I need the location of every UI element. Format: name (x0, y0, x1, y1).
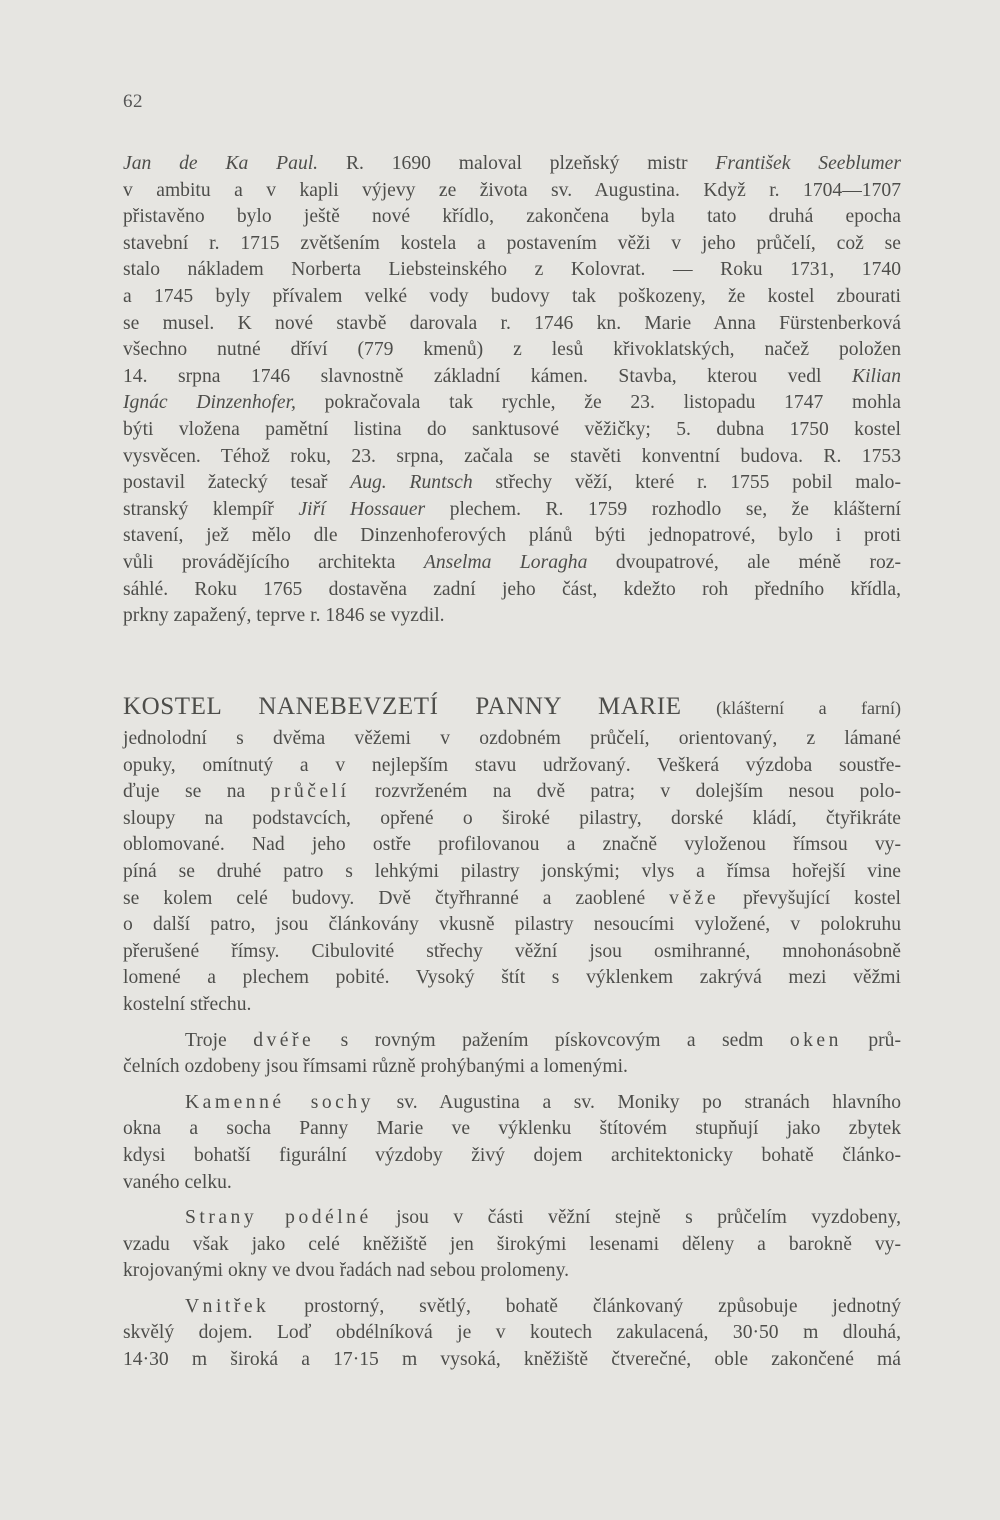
text-line: vzadu však jako celé kněžiště jen širokými lesenami děleny a barokně vy- (123, 1233, 901, 1255)
text-line: stalo nákladem Norberta Liebsteinského z Kolovrat. — Roku 1731, 1740 (123, 259, 901, 281)
text-line: prkny zapažený, teprve r. 1846 se vyzdil. (123, 605, 445, 627)
text-line: lomené a plechem pobité. Vysoký štít s výklenkem zakrývá mezi věžmi (123, 967, 901, 989)
text-line: krojovanými okny ve dvou řadách nad sebou prolomeny. (123, 1260, 570, 1282)
text-line: o další patro, jsou článkovány vkusně pilastry nesoucími vyložené, v polokruhu (123, 914, 901, 936)
text-line: se musel. K nové stavbě darovala r. 1746 kn. Marie Anna Fürstenberková (123, 312, 901, 334)
text-line: 14. srpna 1746 slavnostně základní kámen. Stavba, kterou vedl Kilian (123, 365, 901, 387)
text-line: Jan de Ka Paul. R. 1690 maloval plzeňský mistr František Seeblumer (123, 153, 901, 174)
text-line: stavební r. 1715 zvětšením kostela a postavením věži v jeho průčelí, což se (123, 232, 901, 254)
text-line: Ignác Dinzenhofer, pokračovala tak rychle, že 23. listopadu 1747 mohla (123, 392, 902, 414)
text-line: Vnitřek prostorný, světlý, bohatě článkovaný způsobuje jednotný (185, 1295, 901, 1317)
text-line: všechno nutné dříví (779 kmenů) z lesů křivoklatských, načež položen (123, 339, 901, 361)
text-line: skvělý dojem. Loď obdélníková je v koutech zakulacená, 30·50 m dlouhá, (123, 1322, 901, 1344)
history-paragraph (123, 151, 901, 630)
section-heading: KOSTEL NANEBEVZETÍ PANNY MARIE (klášterní a farní) (123, 693, 902, 720)
text-line: postavil žatecký tesař Aug. Runtsch střechy věží, které r. 1755 pobil malo- (123, 472, 901, 494)
text-line: kostelní střechu. (123, 993, 252, 1015)
text-line: okna a socha Panny Marie ve výklenku štítovém stupňují jako zbytek (123, 1118, 901, 1140)
text-line: jednolodní s dvěma věžemi v ozdobném průčelí, orientovaný, z lámané (123, 728, 901, 749)
text-line: býti vložena pamětní listina do sanktusové věžičky; 5. dubna 1750 kostel (123, 418, 901, 440)
text-line: přistavěno bylo ještě nové křídlo, zakončena byla tato druhá epocha (123, 206, 901, 228)
text-line: oblomované. Nad jeho ostře profilovanou a značně vyloženou římsou vy- (123, 834, 901, 856)
text-line: přerušené římsy. Cibulovité střechy věžní jsou osmihranné, mnohonásobně (123, 940, 901, 962)
text-line: v ambitu a v kapli výjevy ze života sv. Augustina. Když r. 1704—1707 (123, 179, 901, 201)
text-line: opuky, omítnutý a v nejlepším stavu udržovaný. Veškerá výzdoba soustře- (123, 754, 901, 776)
text-line: vůli provádějícího architekta Anselma Loragha dvoupatrové, ale méně roz- (123, 551, 902, 573)
text-line: a 1745 byly přívalem velké vody budovy tak poškozeny, že kostel zbourati (123, 285, 901, 307)
text-line: sáhlé. Roku 1765 dostavěna zadní jeho část, kdežto roh předního křídla, (123, 578, 901, 600)
text-line: kdysi bohatší figurální výzdoby živý dojem architektonicky bohatě článko- (123, 1144, 901, 1166)
text-line: ďuje se na průčelí rozvrženém na dvě patra; v dolejším nesou polo- (123, 781, 901, 803)
church-section (123, 694, 901, 1374)
text-line: sloupy na podstavcích, opřené o široké pilastry, dorské kládí, čtyřikráte (123, 807, 901, 829)
page-number: 62 (123, 91, 143, 112)
text-line: píná se druhé patro s lehkými pilastry jonskými; vlys a římsa hořejší vine (123, 860, 901, 882)
text-line: čelních ozdobeny jsou římsami různě prohýbanými a lomenými. (123, 1056, 628, 1078)
text-line: Strany podélné jsou v části věžní stejně s průčelím vyzdobeny, (185, 1207, 901, 1229)
text-line: Kamenné sochy sv. Augustina a sv. Moniky po stranách hlavního (185, 1091, 901, 1113)
text-line: se kolem celé budovy. Dvě čtyřhranné a zaoblené věže převyšující kostel (123, 887, 901, 909)
text-line: Troje dvéře s rovným pažením pískovcovým a sedm oken prů- (185, 1029, 901, 1051)
text-line: stavení, jež mělo dle Dinzenhoferových plánů býti jednopatrové, bylo i proti (123, 525, 901, 547)
text-line: vysvěcen. Téhož roku, 23. srpna, začala se stavěti konventní budova. R. 1753 (123, 445, 901, 467)
text-line: vaného celku. (123, 1171, 232, 1193)
text-line: 14·30 m široká a 17·15 m vysoká, kněžiště čtverečné, oble zakončené má (123, 1349, 901, 1371)
text-line: stranský klempíř Jiří Hossauer plechem. R. 1759 rozhodlo se, že klášterní (123, 498, 901, 520)
